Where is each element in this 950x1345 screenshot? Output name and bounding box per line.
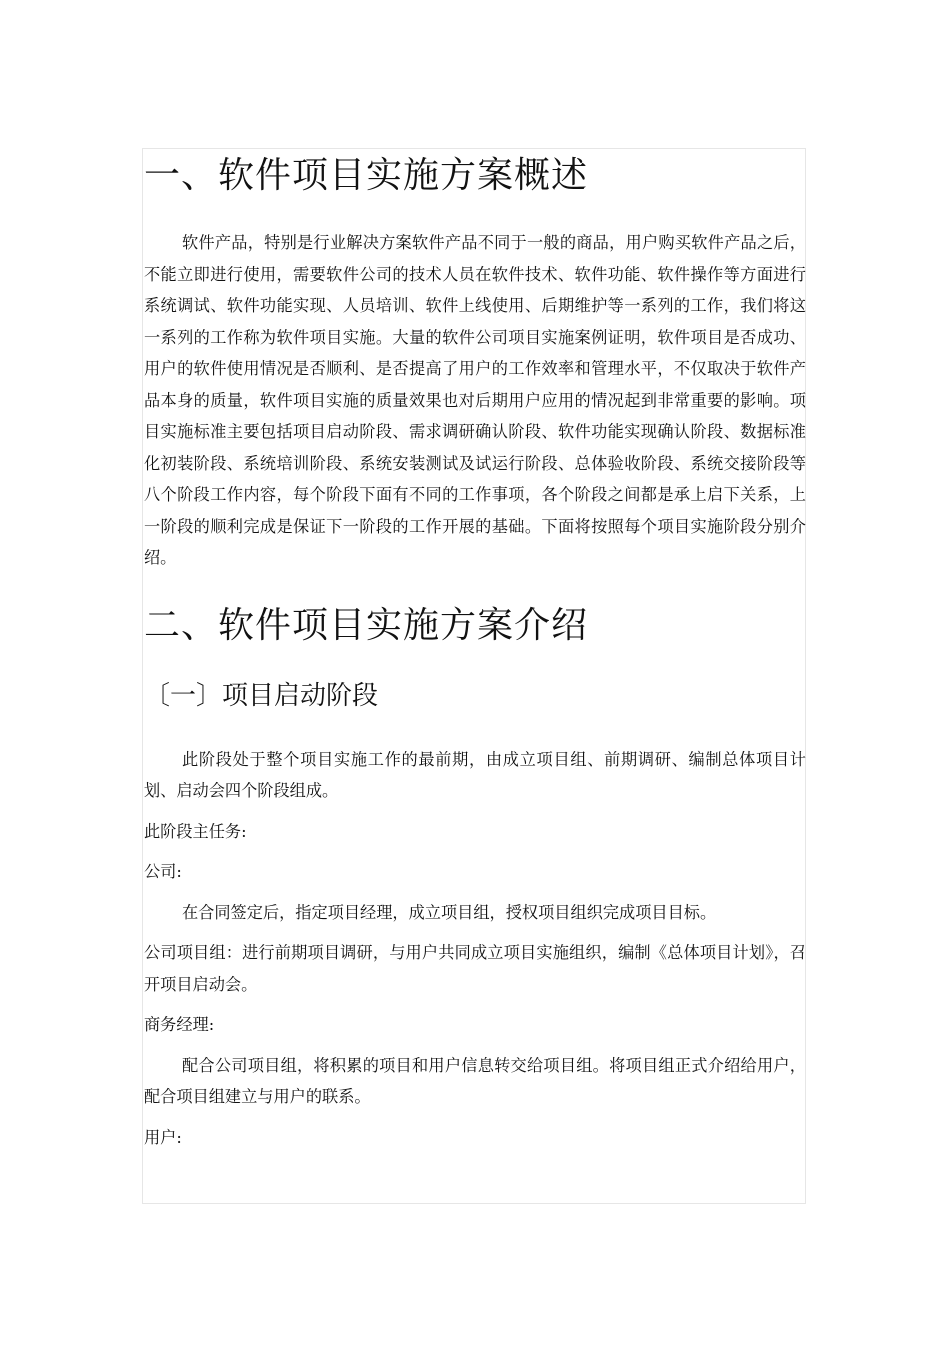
company-text: 在合同签定后，指定项目经理，成立项目组，授权项目组织完成项目目标。: [182, 902, 717, 922]
main-task-label: 此阶段主任务:: [144, 821, 247, 841]
intro-paragraph: 软件产品，特别是行业解决方案软件产品不同于一般的商品，用户购买软件产品之后，不能立即进行使用，需要软件公司的技术人员在软件技术、软件功能、软件操作等方面进行系统调试、软件功能实现、人员培训、软件上线使用、后期维护等一系列的工作，我们将这一系列的工作称为软件项目实施。大量的软件公司项目实施案例证明，软件项目是否成功、用户的软件使用情况是否顺利、是否提高了用户的工作效率和管理水平，不仅取决于软件产品本身的质量，软件项目实施的质量效果也对后期用户应用的情况起到非常重要的影响。项目实施标准主要包括项目启动阶段、需求调研确认阶段、软件功能实现确认阶段、数据标准化初装阶段、系统培训阶段、系统安装测试及试运行阶段、总体验收阶段、系统交接阶段等八个阶段工作内容，每个阶段下面有不同的工作事项，各个阶段之间都是承上启下关系，上一阶段的顺利完成是保证下一阶段的工作开展的基础。下面将按照每个项目实施阶段分别介绍。: [144, 233, 806, 567]
user-label: 用户:: [144, 1127, 182, 1147]
project-team-text: 公司项目组：进行前期项目调研，与用户共同成立项目实施组织，编制《总体项目计划》，召开项目启动会。: [144, 943, 806, 994]
section-heading-overview: 一、软件项目实施方案概述: [144, 155, 589, 196]
document-body: [144, 150, 806, 1153]
section-heading-introduction: 二、软件项目实施方案介绍: [144, 604, 589, 646]
subsection-heading-startup-stage: 〔一〕项目启动阶段: [144, 680, 379, 711]
stage-paragraph: 此阶段处于整个项目实施工作的最前期，由成立项目组、前期调研、编制总体项目计划、启动会四个阶段组成。: [144, 749, 806, 800]
business-manager-label: 商务经理:: [144, 1015, 215, 1034]
company-label: 公司:: [144, 862, 182, 881]
business-manager-text: 配合公司项目组，将积累的项目和用户信息转交给项目组。将项目组正式介绍给用户，配合项目组建立与用户的联系。: [144, 1055, 806, 1106]
